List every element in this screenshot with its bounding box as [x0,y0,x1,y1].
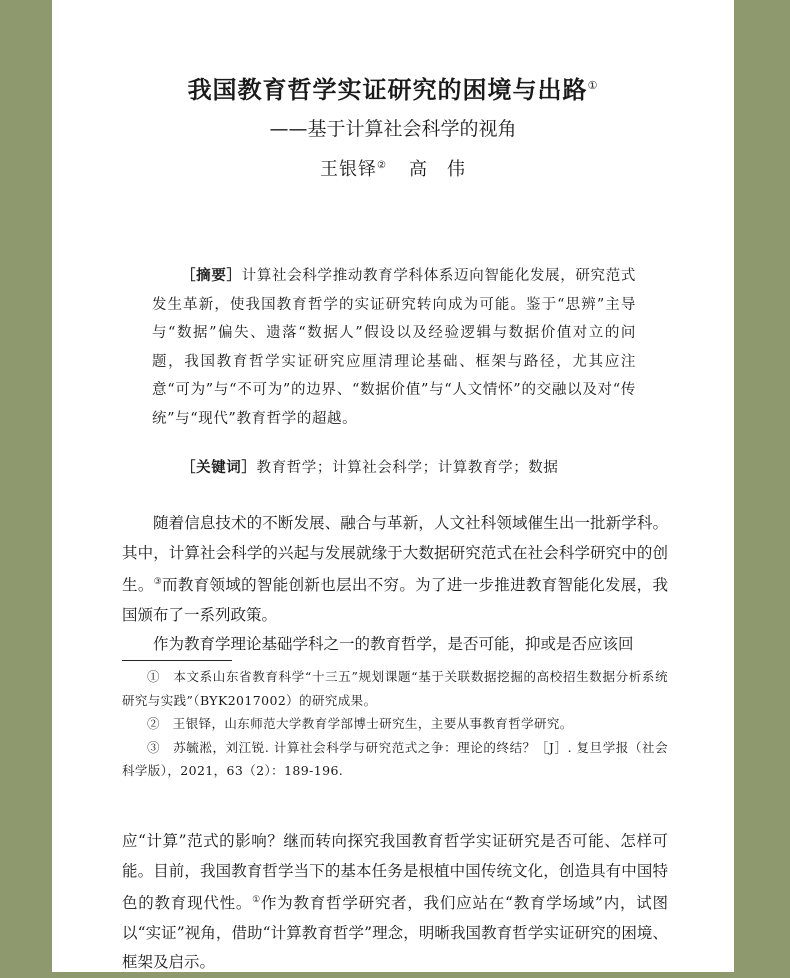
footnotes [122,665,668,783]
body-continued-part-b: 作为教育哲学研究者，我们应站在“教育学场域”内，试图以“实证”视角，借助“计算教育哲学”理念，明晰我国教育哲学实证研究的困境、框架及启示。 [122,894,668,972]
author-footnote-marker[interactable]: ② [377,160,387,171]
document-page [52,0,734,972]
abstract [152,262,636,433]
title-footnote-marker[interactable]: ① [587,79,599,92]
body-paragraph-1-part-a: 随着信息技术的不断发展、融合与革新，人文社科领域催生出一批新学科。其中，计算社会科学的兴起与发展就缘于大数据研究范式在社会科学研究中的创生。 [122,514,668,595]
abstract-label: ［摘要］ [181,268,242,284]
body-footnote-marker-3[interactable]: ③ [153,577,163,587]
body-text-bottom [122,827,668,978]
body-paragraph-continued [122,827,668,978]
author-name-2: 高 伟 [408,159,466,180]
footnote-2: ② 王银铎，山东师范大学教育学部博士研究生，主要从事教育哲学研究。 [147,716,573,731]
body-text-top [122,509,668,660]
footnote-1: ① 本文系山东省教育科学“十三五”规划课题“基于关联数据挖掘的高校招生数据分析系统研究与实践”（BYK2017002）的研究成果。 [122,669,668,708]
author-name-1: 王银铎 [320,159,378,180]
body-paragraph-1 [122,509,668,630]
body-continued-part-a: 应“计算”范式的影响？继而转向探究我国教育哲学实证研究是否可能、怎样可能。目前，我国教育哲学当下的基本任务是根植中国传统文化，创造具有中国特色的教育现代性。 [122,832,668,913]
body-footnote-marker-1[interactable]: ① [252,895,261,905]
body-paragraph-1-part-b: 而教育领域的智能创新也层出不穷。为了进一步推进教育智能化发展，我国颁布了一系列政策。 [122,576,668,624]
body-paragraph-2: 作为教育学理论基础学科之一的教育哲学，是否可能，抑或是否应该回 [153,635,634,654]
keywords [152,454,636,482]
article-subtitle: ——基于计算社会科学的视角 [269,118,517,140]
keywords-label: ［关键词］ [181,460,257,476]
abstract-text: 计算社会科学推动教育学科体系迈向智能化发展，研究范式发生革新，使我国教育哲学的实证研究转向成为可能。鉴于“思辨”主导与“数据”偏失、遗落“数据人”假设以及经验逻辑与数据价值对立的问题，我国教育哲学实证研究应厘清理论基础、框架与路径，尤其应注意“可为”与“不可为”的边界、“数据价值”与“人文情怀”的交融以及对“传统”与“现代”教育哲学的超越。 [152,268,636,427]
article-title [52,70,734,105]
footnote-3: ③ 苏毓淞，刘江锐. 计算社会科学与研究范式之争：理论的终结？［J］. 复旦学报（社会科学版），2021，63（2）：189-196. [122,739,668,778]
article-title-text: 我国教育哲学实证研究的困境与出路 [187,75,588,104]
keywords-text: 教育哲学；计算社会科学；计算教育学；数据 [256,460,559,476]
author-line [52,155,734,181]
footnote-divider [122,660,232,661]
